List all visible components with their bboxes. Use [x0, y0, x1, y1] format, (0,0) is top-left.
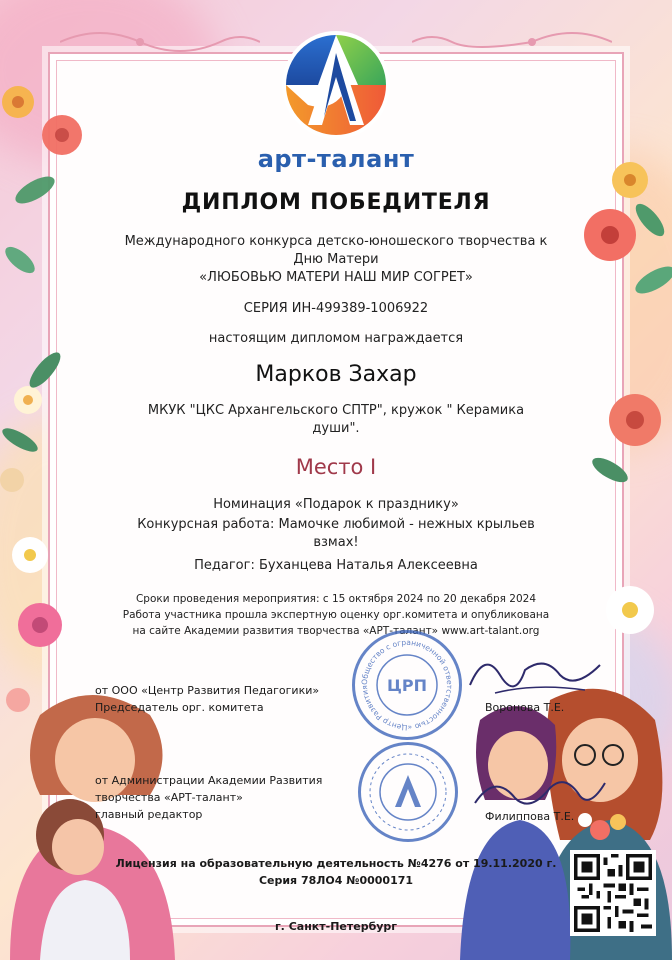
signature-first	[465, 645, 605, 705]
logo-a-icon	[278, 25, 394, 145]
contest-work	[0, 516, 672, 552]
teacher: Педагог: Буханцева Наталья Алексеевна	[194, 558, 478, 573]
stamp-ring-text: Общество с ограниченной ответственностью «Центр Развития	[359, 637, 455, 733]
art-talant-logo	[278, 25, 394, 145]
signatory-second-org-1: от Администрации Академии Развития	[95, 774, 323, 787]
signatory-first-role: Председатель орг. комитета	[95, 701, 264, 714]
signatory-second	[95, 772, 322, 823]
event-details	[0, 591, 672, 639]
organization-line-1: МКУК "ЦКС Архангельского СПТР", кружок " Керамика	[147, 403, 525, 418]
stamp-logo-icon	[395, 775, 421, 807]
stamp-center-text: ЦРП	[387, 676, 427, 695]
flowers-right-decoration	[570, 150, 672, 650]
work-line-2: взмах!	[313, 535, 359, 550]
license-line-2: Серия 78ЛО4 №0000171	[258, 874, 414, 887]
stamp-crp	[352, 630, 462, 740]
recipient-name: Марков Захар	[255, 362, 417, 387]
city: г. Санкт-Петербург	[274, 920, 398, 933]
brand-name: арт-талант	[257, 145, 415, 173]
signatory-second-role: главный редактор	[95, 808, 203, 821]
contest-line-3: «ЛЮБОВЬЮ МАТЕРИ НАШ МИР СОГРЕТ»	[199, 270, 473, 285]
series-number: СЕРИЯ ИН-499389-1006922	[243, 301, 429, 316]
qr-code-icon	[574, 854, 652, 932]
diploma-title: ДИПЛОМ ПОБЕДИТЕЛЯ	[181, 190, 491, 215]
nomination: Номинация «Подарок к празднику»	[213, 497, 459, 512]
review-line-1: Работа участника прошла экспертную оценку орг.комитета и опубликована	[122, 609, 550, 621]
review-line-2: на сайте Академии развития творчества «АРТ-талант» www.art-talant.org	[132, 625, 540, 637]
license-line-1: Лицензия на образовательную деятельность №4276 от 19.11.2020 г.	[115, 857, 557, 870]
qr-code[interactable]	[570, 850, 656, 936]
event-dates: Сроки проведения мероприятия: с 15 октября 2024 по 20 декабря 2024	[135, 593, 537, 605]
signatory-first-name: Воронова Т.Е.	[485, 701, 565, 714]
ornament-left	[60, 22, 260, 62]
signatory-second-name: Филиппова Т.Е.	[485, 810, 575, 823]
organization	[0, 402, 672, 438]
organization-line-2: души".	[312, 421, 360, 436]
contest-line-1: Международного конкурса детско-юношеского творчества к	[124, 234, 548, 249]
contest-line-2: Дню Матери	[293, 252, 379, 267]
stamp-art-talant	[358, 742, 458, 842]
contest-name	[0, 233, 672, 287]
work-line-1: Конкурсная работа: Мамочке любимой - нежных крыльев	[137, 517, 535, 532]
signatory-second-org-2: творчества «АРТ-талант»	[95, 791, 243, 804]
signatory-first	[95, 682, 319, 716]
signatory-first-org: от ООО «Центр Развития Педагогики»	[95, 684, 320, 697]
place-award: Место I	[295, 455, 377, 479]
ornament-right	[412, 22, 612, 62]
awarded-text: настоящим дипломом награждается	[208, 331, 464, 346]
